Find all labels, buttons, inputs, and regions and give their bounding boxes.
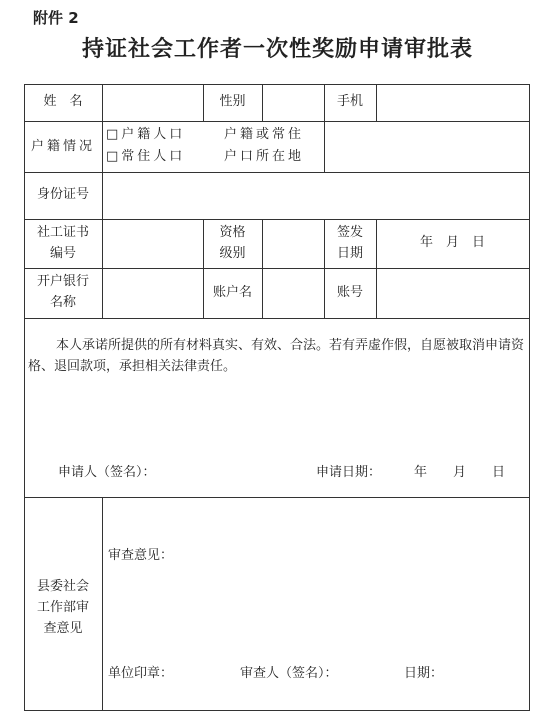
row-divider <box>24 497 530 498</box>
account-number-label: 账号 <box>336 285 363 300</box>
account-name-label: 账户名 <box>212 285 252 300</box>
gender-label: 性别 <box>219 94 246 109</box>
row-divider <box>24 219 530 220</box>
bank-name-label-line2: 名称 <box>49 295 76 310</box>
review-dept-label-line3: 查意见 <box>43 621 83 636</box>
row-divider <box>24 121 530 122</box>
col-divider <box>376 84 377 121</box>
household-location-label-line1: 户籍或常住 <box>223 127 304 142</box>
household-status-label: 户籍情况 <box>30 139 95 154</box>
review-dept-label-line1: 县委社会 <box>36 579 89 594</box>
issue-date-label-line1: 签发 <box>336 225 363 240</box>
table-border-top <box>24 84 530 85</box>
row-divider <box>24 268 530 269</box>
application-date-value: 年 月 日 <box>414 465 506 480</box>
phone-label: 手机 <box>336 94 363 109</box>
id-number-label: 身份证号 <box>36 187 89 202</box>
col-divider <box>102 84 103 318</box>
col-divider <box>262 219 263 318</box>
qualification-level-label-line1: 资格 <box>219 225 246 240</box>
checkbox-registered-resident[interactable]: □户籍人口 <box>106 127 186 142</box>
review-opinion-label: 审查意见： <box>108 548 174 563</box>
applicant-signature-label: 申请人（签名）： <box>58 465 156 480</box>
cert-number-label-line1: 社工证书 <box>36 225 89 240</box>
qualification-level-label-line2: 级别 <box>219 246 246 261</box>
bank-name-label-line1: 开户银行 <box>36 274 89 289</box>
col-divider <box>102 497 103 710</box>
household-location-label-line2: 户口所在地 <box>223 149 304 164</box>
col-divider <box>262 84 263 121</box>
checkbox-permanent-resident[interactable]: □常住人口 <box>106 149 186 164</box>
application-date-label: 申请日期： <box>316 465 382 480</box>
review-date-label: 日期： <box>404 666 444 681</box>
attachment-label: 附件 2 <box>33 9 79 27</box>
table-border-right <box>529 84 530 711</box>
name-label: 姓 名 <box>43 94 83 109</box>
form-title: 持证社会工作者一次性奖励申请审批表 <box>81 37 473 62</box>
table-border-bottom <box>24 710 530 711</box>
review-dept-label-line2: 工作部审 <box>36 600 89 615</box>
row-divider <box>24 172 530 173</box>
row-divider <box>24 318 530 319</box>
reviewer-signature-label: 审查人（签名）： <box>240 666 338 681</box>
declaration-text: 本人承诺所提供的所有材料真实、有效、合法。若有弄虚作假，自愿被取消申请资格、退回款项，承担相关法律责任。 <box>28 338 525 374</box>
cert-number-label-line2: 编号 <box>49 246 76 261</box>
issue-date-label-line2: 日期 <box>336 246 363 261</box>
issue-date-value: 年 月 日 <box>419 235 485 250</box>
unit-seal-label: 单位印章： <box>108 666 174 681</box>
